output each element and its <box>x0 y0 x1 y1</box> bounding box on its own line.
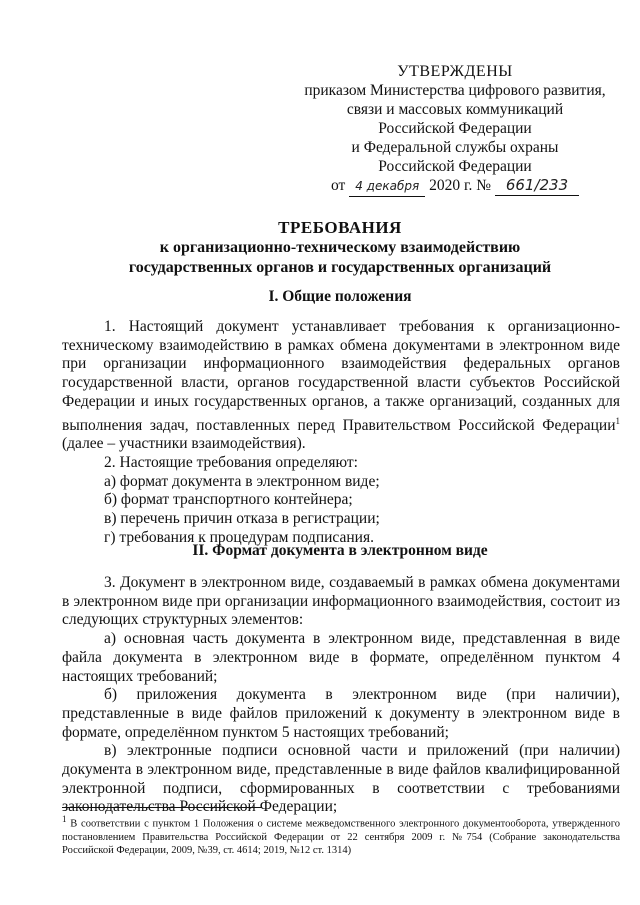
section-heading-2: II. Формат документа в электронном виде <box>192 542 488 559</box>
document-title <box>60 218 620 278</box>
year-number-label: 2020 г. № <box>429 177 492 194</box>
title-main: ТРЕБОВАНИЯ <box>278 218 402 237</box>
footnote-text: В соответствии с пунктом 1 Положения о системе межведомственного электронного документооборота, утвержденного постановлением Правительства Российской Федерации от 22 сентября 2009 г. №754 (Собрание законодательства Российской Федерации, 2009, №39, ст. 4614; 2019, №12 ст. 1314) <box>62 818 620 856</box>
date-prefix: от <box>331 177 346 194</box>
handwritten-order-number: 661/233 <box>495 176 579 196</box>
footnote-mark: 1 <box>62 814 67 824</box>
list-item: г) требования к процедурам подписания. <box>104 528 374 546</box>
approval-block <box>300 62 610 197</box>
approval-title: УТВЕРЖДЕНЫ <box>397 63 513 80</box>
paragraph-3b: б) приложения документа в электронном виде (при наличии), представленные в виде файлов приложений к документу в электронном виде в формате, определённом пунктом 5 настоящих требований; <box>62 686 620 741</box>
paragraph-3a: а) основная часть документа в электронном виде, представленная в виде файла документа в электронном виде в формате, определённом пунктом 4 настоящих требований; <box>62 630 620 685</box>
paragraph-3c: в) электронные подписи основной части и приложений (при наличии) документа в электронном виде, представленные в виде файлов квалифицированной электронной подписи, сформированных в соответствии с требованиями законодательства Российской Федерации; <box>62 742 620 816</box>
approval-dateline <box>300 176 610 197</box>
section-1-body <box>62 318 620 548</box>
title-line: к организационно-техническому взаимодействию <box>159 239 521 256</box>
title-line: государственных органов и государственных организаций <box>128 259 552 276</box>
footnote <box>62 813 620 857</box>
paragraph-2: 2. Настоящие требования определяют: <box>104 454 358 472</box>
paragraph-3: 3. Документ в электронном виде, создаваемый в рамках обмена документами в электронном виде при организации информационного взаимодействия, состоит из следующих структурных элементов: <box>62 574 620 629</box>
footnote-ref: 1 <box>615 415 620 426</box>
approval-line: приказом Министерства цифрового развития, <box>304 82 606 99</box>
approval-line: и Федеральной службы охраны <box>351 139 559 156</box>
approval-line: связи и массовых коммуникаций <box>346 101 564 118</box>
list-item: в) перечень причин отказа в регистрации; <box>104 510 380 528</box>
section-2-body <box>62 574 620 817</box>
paragraph-1 <box>62 318 620 454</box>
handwritten-date: 4 декабря <box>349 177 425 197</box>
approval-line: Российской Федерации <box>378 158 532 175</box>
list-item: б) формат транспортного контейнера; <box>104 491 353 509</box>
section-heading-1: I. Общие положения <box>268 288 412 305</box>
list-item: а) формат документа в электронном виде; <box>104 472 380 490</box>
paragraph-1-end: (далее – участники взаимодействия). <box>62 435 306 453</box>
approval-line: Российской Федерации <box>378 120 532 137</box>
footnote-divider <box>62 807 262 808</box>
paragraph-1-text: 1. Настоящий документ устанавливает требования к организационно-техническому взаимодействию в рамках обмена документами в электронном виде при организации информационного взаимодействия федеральных органов государственной власти, органов государственной власти субъектов Российской Федерации и иных государственных органов, а также организаций, созданных для выполнения задач, поставленных перед Правительством Российской Федерации <box>62 318 620 434</box>
